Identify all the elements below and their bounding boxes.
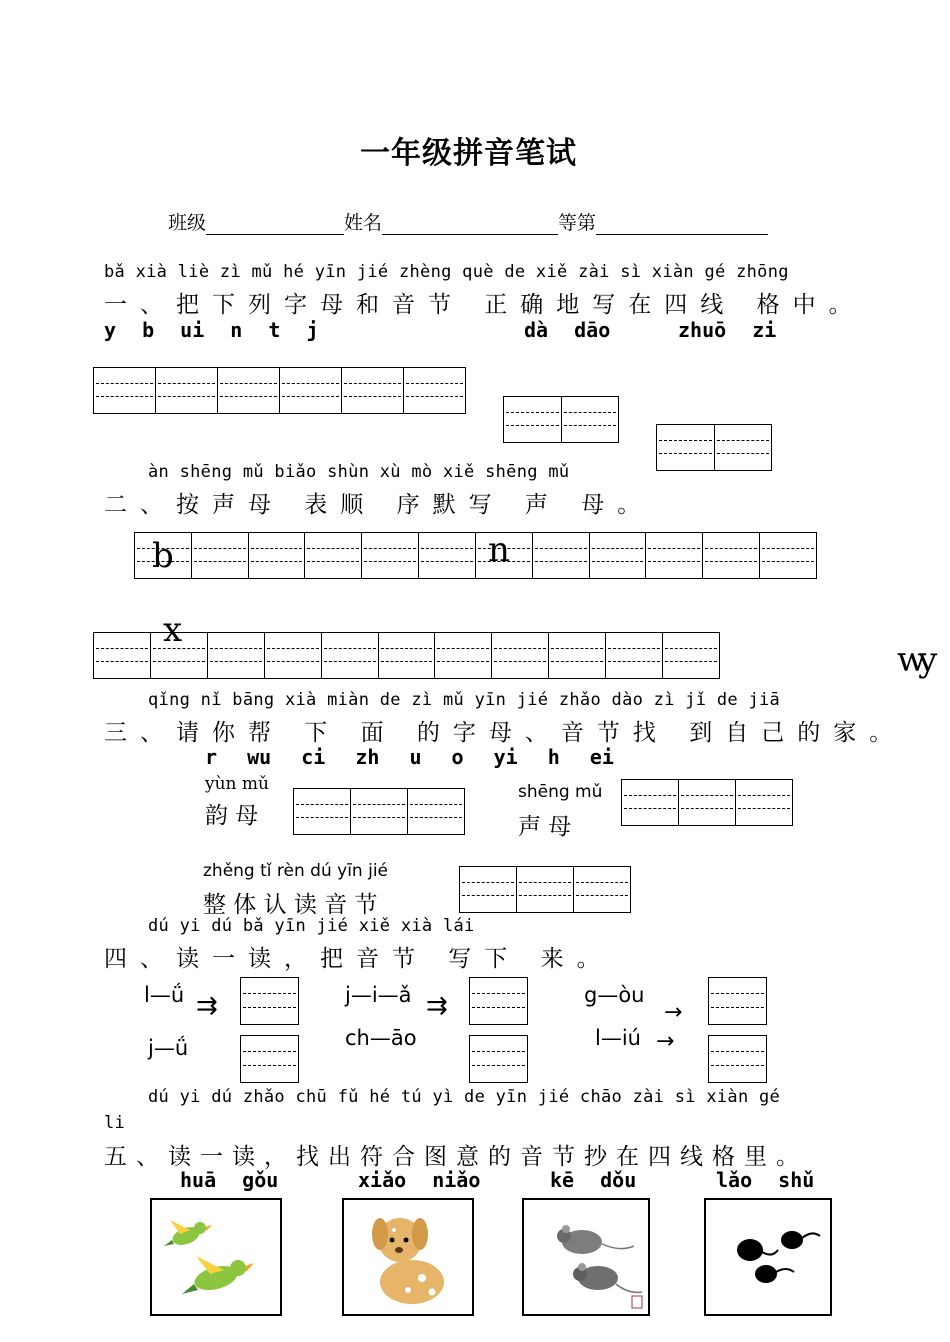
sec5-pinyin: dú yi dú zhǎo chū fǔ hé tú yì de yīn jié chāo zài sì xiàn gé (148, 1087, 781, 1107)
zhengti-grid[interactable] (459, 866, 631, 913)
double-arrow-icon-2: ⇉ (426, 991, 448, 1021)
picture-puppy (342, 1198, 474, 1316)
double-arrow-icon-1: ⇉ (196, 991, 218, 1021)
sec1-word-zhuozi: zhuō zi (678, 318, 777, 342)
sec4-grid-2b[interactable] (469, 1035, 528, 1083)
sec4-heading: 四、读一读，把音节 写下 来。 (104, 946, 613, 972)
yunmu-pinyin: yùn mǔ (205, 774, 269, 794)
syllable-ju: j—ǘ (148, 1036, 189, 1060)
sec4-grid-2a[interactable] (469, 977, 528, 1025)
sec2-letter-n: n (488, 530, 510, 570)
sec1-pinyin: bǎ xià liè zì mǔ hé yīn jié zhèng què de xiě zài sì xiàn gé zhōng (104, 262, 789, 282)
student-info-line (168, 208, 768, 235)
arrow-right-icon-2: → (656, 1029, 675, 1054)
word-kedou: kē dǒu (550, 1168, 637, 1192)
sec2-grid-row1[interactable] (134, 532, 817, 579)
syllable-jia: j—i—ǎ (345, 983, 412, 1007)
syllable-liu: l—iú (595, 1026, 641, 1050)
sec2-pinyin: àn shēng mǔ biǎo shùn xù mò xiě shēng mǔ (148, 462, 570, 482)
class-label: 班级 (168, 212, 207, 234)
puppy-icon (344, 1200, 472, 1314)
grade-label: 等第 (558, 212, 597, 234)
sec1-letters: y b ui n t j (104, 318, 319, 342)
sec3-heading: 三、请你帮 下 面 的字母、音节找 到自己的家。 (104, 720, 906, 746)
name-label: 姓名 (344, 212, 383, 234)
margin-handwritten-mark: wy (897, 640, 930, 680)
picture-tadpoles (704, 1198, 832, 1316)
sec5-pinyin-wrap: li (104, 1113, 126, 1133)
syllable-lv: l—ǘ (144, 983, 185, 1007)
sec5-heading: 五、读一读，找出符合图意的音节抄在四线格里。 (104, 1144, 808, 1170)
sec1-grid-zhuozi[interactable] (656, 424, 772, 471)
zhengti-pinyin: zhěng tǐ rèn dú yīn jié (203, 861, 389, 881)
name-field[interactable] (382, 214, 558, 235)
tadpole-icon (706, 1200, 830, 1314)
sec4-grid-1a[interactable] (240, 977, 299, 1025)
sec4-grid-3b[interactable] (708, 1035, 767, 1083)
mouse-icon (524, 1200, 648, 1314)
sec4-grid-3a[interactable] (708, 977, 767, 1025)
sec2-grid-row2[interactable] (93, 632, 720, 679)
picture-birds (150, 1198, 282, 1316)
sec3-letters: r wu ci zh u o yi h ei (205, 745, 614, 769)
syllable-gou: g—òu (584, 983, 645, 1007)
sec1-heading: 一、把下列字母和音节 正确地写在四线 格中。 (104, 292, 865, 318)
word-huagou: huā gǒu (180, 1168, 279, 1192)
sec1-grid-dadao[interactable] (503, 396, 619, 443)
grade-field[interactable] (596, 214, 768, 235)
syllable-chao: ch—āo (345, 1026, 417, 1050)
sec1-word-dadao: dà dāo (524, 318, 611, 342)
shengmu-pinyin: shēng mǔ (518, 782, 603, 802)
arrow-right-icon-1: → (664, 1000, 683, 1025)
sec4-pinyin: dú yi dú bǎ yīn jié xiě xià lái (148, 916, 475, 936)
shengmu-label: 声 母 (518, 814, 572, 840)
sec3-pinyin: qǐng nǐ bāng xià miàn de zì mǔ yīn jié zhǎo dào zì jǐ de jiā (148, 690, 781, 710)
picture-mice (522, 1198, 650, 1316)
yunmu-label: 韵 母 (205, 803, 259, 829)
word-xiaoniao: xiǎo niǎo (358, 1168, 481, 1192)
sec2-letter-x: x (163, 610, 183, 650)
sec2-letter-b: b (152, 536, 174, 576)
page-title: 一年级拼音笔试 (360, 136, 577, 171)
sec1-four-line-grid[interactable] (93, 367, 466, 414)
yunmu-grid[interactable] (293, 788, 465, 835)
bird-icon (152, 1200, 280, 1314)
zhengti-label: 整 体 认 读 音 节 (203, 892, 378, 918)
shengmu-grid[interactable] (621, 779, 793, 826)
class-field[interactable] (206, 214, 344, 235)
sec4-grid-1b[interactable] (240, 1035, 299, 1083)
word-laoshu: lǎo shǔ (716, 1168, 815, 1192)
sec2-heading: 二、按声母 表顺 序默写 声 母。 (104, 492, 654, 518)
